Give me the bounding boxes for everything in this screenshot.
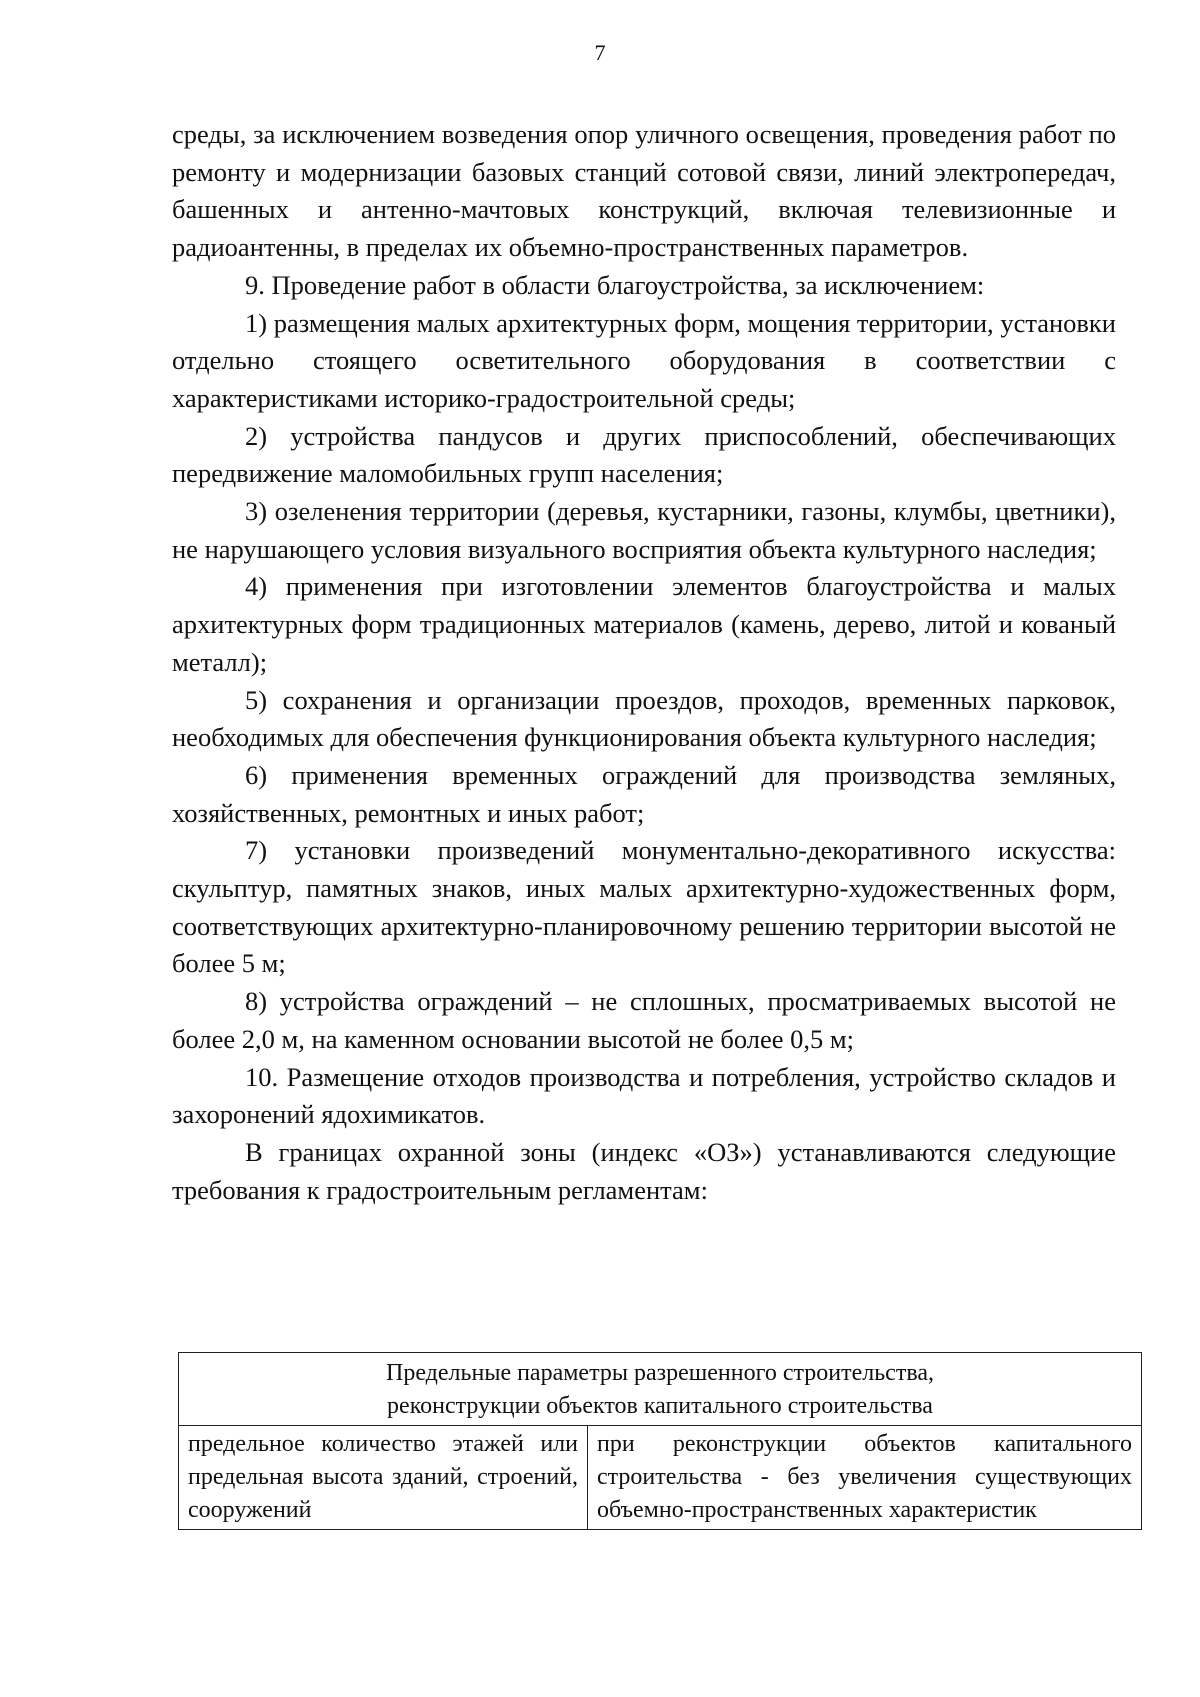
- paragraph-protection-zone: В границах охранной зоны (индекс «ОЗ») устанавливаются следующие требования к градостроительным регламентам:: [172, 1136, 1116, 1205]
- table-cell-parameter: предельное количество этажей или предельная высота зданий, строений, сооружений: [179, 1426, 588, 1530]
- table-header-line-1: Предельные параметры разрешенного строительства,: [386, 1360, 934, 1386]
- list-item-3: 3) озеленения территории (деревья, кустарники, газоны, клумбы, цветники), не нарушающего условия визуального восприятия объекта культурного наследия;: [172, 496, 1116, 564]
- table-header-row: [179, 1353, 1142, 1426]
- document-body: [172, 116, 1116, 1209]
- paragraph-item-10: 10. Размещение отходов производства и потребления, устройство складов и захоронений ядохимикатов.: [172, 1061, 1116, 1130]
- list-item-2: 2) устройства пандусов и других приспособлений, обеспечивающих передвижение маломобильных групп населения;: [172, 420, 1116, 489]
- table-cell-value: при реконструкции объектов капитального строительства - без увеличения существующих объемно-пространственных характеристик: [588, 1426, 1142, 1530]
- table-row: [179, 1426, 1142, 1530]
- list-item-4: 4) применения при изготовлении элементов благоустройства и малых архитектурных форм традиционных материалов (камень, дерево, литой и кованый металл);: [172, 571, 1116, 677]
- table-header: [179, 1353, 1142, 1426]
- list-item-8: 8) устройства ограждений – не сплошных, просматриваемых высотой не более 2,0 м, на каменном основании высотой не более 0,5 м;: [172, 986, 1116, 1054]
- list-item-6: 6) применения временных ограждений для производства земляных, хозяйственных, ремонтных и иных работ;: [172, 759, 1116, 828]
- list-item-7: 7) установки произведений монументально-декоративного искусства: скульптур, памятных знаков, иных малых архитектурно-художественных форм, соответствующих архитектурно-планировочному решению территории высотой не более 5 м;: [172, 835, 1116, 979]
- table-header-line-2: реконструкции объектов капитального строительства: [387, 1393, 933, 1419]
- page-number: 7: [594, 40, 606, 65]
- paragraph-continuation: среды, за исключением возведения опор уличного освещения, проведения работ по ремонту и модернизации базовых станций сотовой связи, линий электропередач, башенных и антенно-мачтовых конструкций, включая телевизионные и радиоантенны, в пределах их объемно-пространственных параметров.: [172, 119, 1116, 263]
- list-item-5: 5) сохранения и организации проездов, проходов, временных парковок, необходимых для обеспечения функционирования объекта культурного наследия;: [172, 684, 1116, 753]
- list-item-1: 1) размещения малых архитектурных форм, мощения территории, установки отдельно стоящего осветительного оборудования в соответствии с характеристиками историко-градостроительной среды;: [172, 307, 1116, 413]
- parameters-table: [178, 1352, 1142, 1530]
- paragraph-item-9: 9. Проведение работ в области благоустройства, за исключением:: [245, 269, 985, 300]
